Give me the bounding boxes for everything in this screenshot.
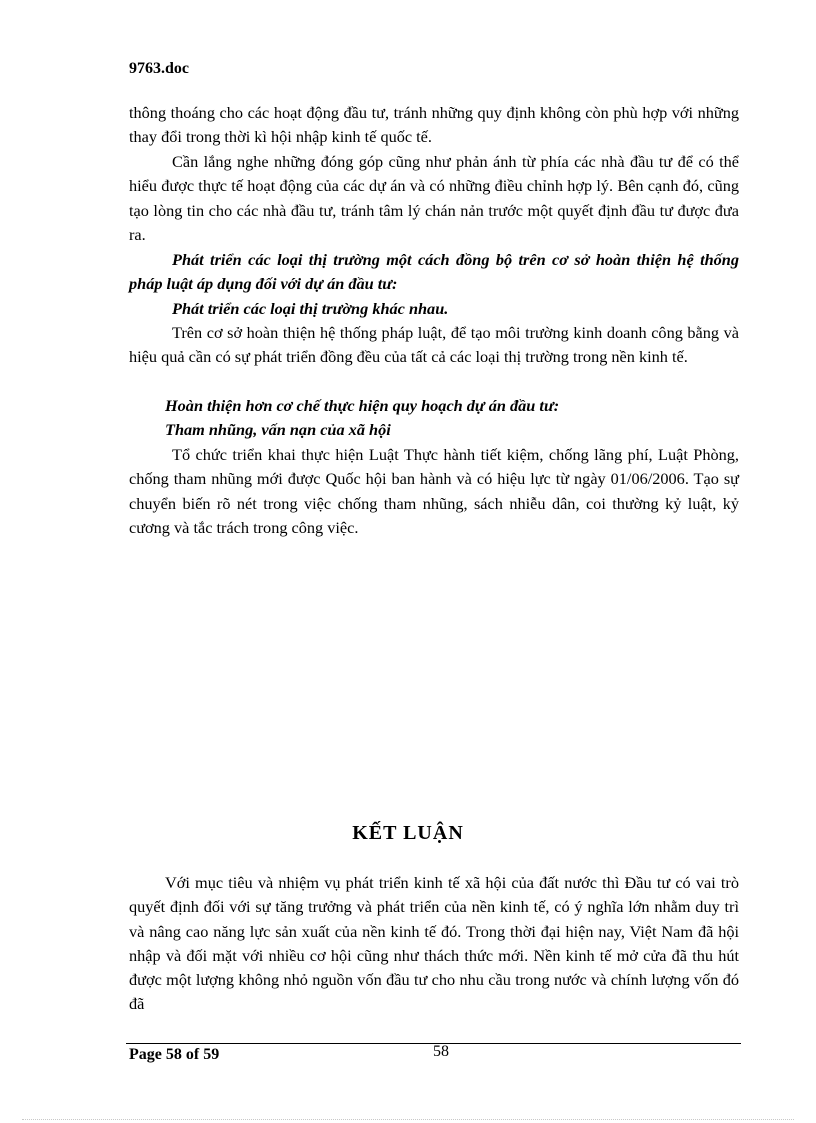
heading-corruption: Tham nhũng, vấn nạn của xã hội xyxy=(165,420,391,439)
page-boundary xyxy=(22,1119,794,1120)
paragraph-2: Cần lắng nghe những đóng góp cũng như phản ánh từ phía các nhà đầu tư để có thể hiểu được thực tế hoạt động của các dự án và có những điều chỉnh hợp lý. Bên cạnh đó, cũng tạo lòng tin cho các nhà đầu tư, tránh tâm lý chán nản trước một quyết định đầu tư được đưa ra. xyxy=(129,152,739,244)
footer-page-label: Page 58 of 59 xyxy=(129,1046,220,1063)
heading-planning: Hoàn thiện hơn cơ chế thực hiện quy hoạch dự án đầu tư: xyxy=(165,396,560,415)
paragraph-3: Trên cơ sở hoàn thiện hệ thống pháp luật, để tạo môi trường kinh doanh công bằng và hiệu quả cần có sự phát triển đồng đều của tất cả các loại thị trường trong nền kinh tế. xyxy=(129,323,739,367)
heading-market-types: Phát triển các loại thị trường khác nhau. xyxy=(172,299,449,318)
paragraph-4: Tổ chức triển khai thực hiện Luật Thực hành tiết kiệm, chống lãng phí, Luật Phòng, chống tham nhũng mới được Quốc hội ban hành và có hiệu lực từ ngày 01/06/2006. Tạo sự chuyển biến rõ nét trong việc chống tham nhũng, sách nhiễu dân, coi thường kỷ luật, kỷ cương và tắc trách trong công việc. xyxy=(129,445,739,537)
document-header: 9763.doc xyxy=(129,60,189,77)
heading-markets: Phát triển các loại thị trường một cách đồng bộ trên cơ sở hoàn thiện hệ thống pháp luật áp dụng đối với dự án đầu tư: xyxy=(129,250,739,294)
conclusion-title: KẾT LUẬN xyxy=(352,822,464,844)
footer-page-number: 58 xyxy=(433,1043,449,1060)
conclusion-paragraph: Với mục tiêu và nhiệm vụ phát triển kinh tế xã hội của đất nước thì Đầu tư có vai trò quyết định đối với sự tăng trưởng và phát triển của nền kinh tế, có ý nghĩa lớn nhằm duy trì và nâng cao năng lực sản xuất của nền kinh tế đó. Trong thời đại hiện nay, Việt Nam đã hội nhập và đối mặt với nhiều cơ hội cũng như thách thức mới. Nền kinh tế mở cửa đã thu hút được một lượng không nhỏ nguồn vốn đầu tư cho nhu cầu trong nước và chính lượng vốn đó đã xyxy=(129,873,739,1014)
paragraph-1: thông thoáng cho các hoạt động đầu tư, tránh những quy định không còn phù hợp với những thay đổi trong thời kì hội nhập kinh tế quốc tế. xyxy=(129,103,739,147)
